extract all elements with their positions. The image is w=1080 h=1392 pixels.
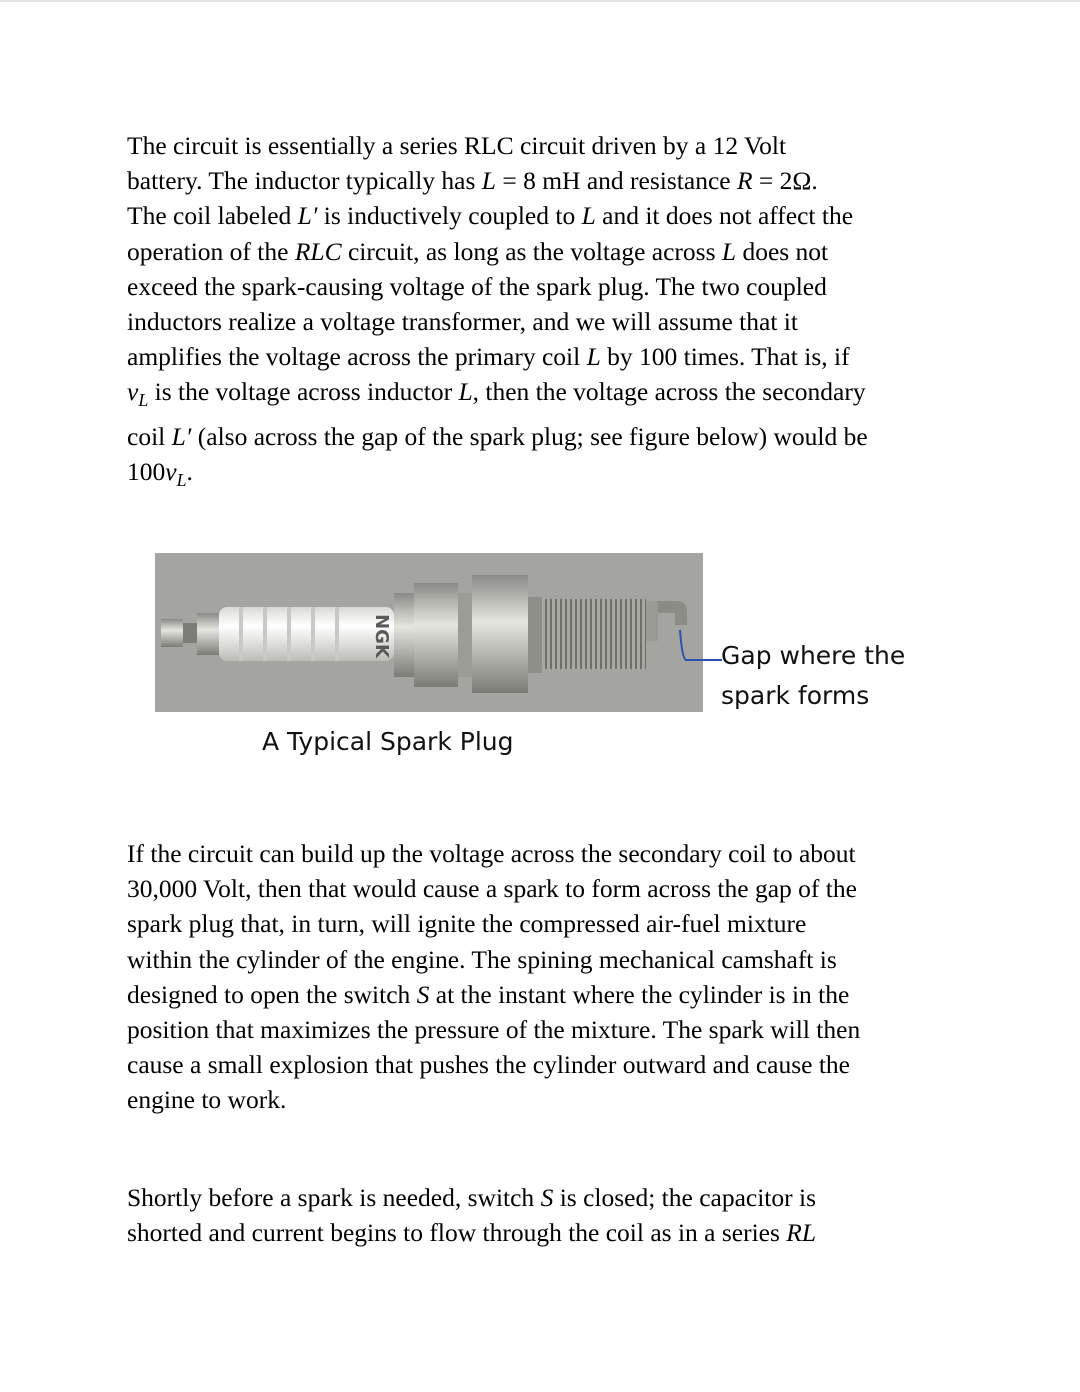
text-line: $100v_L$. [127, 456, 193, 491]
math-symbol: L [481, 166, 496, 196]
text-line: $v_L$ is the voltage across inductor L, then the voltage across the secondary [127, 377, 866, 411]
text-line: 30,000 Volt, then that would cause a spark to form across the gap of the [127, 874, 857, 904]
text-line: shorted and current begins to flow through the coil as in a series RL [127, 1218, 817, 1248]
figure-caption: A Typical Spark Plug [262, 727, 514, 756]
math-symbol: $v_L$ [165, 456, 187, 491]
text-line: Shortly before a spark is needed, switch S is closed; the capacitor is [127, 1183, 817, 1212]
math-symbol: L′ [171, 421, 192, 451]
math-symbol: R [736, 166, 753, 196]
gap-pointer-line [676, 628, 726, 668]
gap-annotation [721, 636, 905, 716]
math-symbol: RLC [294, 236, 342, 266]
text-line: exceed the spark-causing voltage of the spark plug. The two coupled [127, 271, 827, 301]
text-line: position that maximizes the pressure of the mixture. The spark will then [127, 1015, 861, 1045]
text-line: engine to work. [127, 1085, 287, 1115]
text-line: If the circuit can build up the voltage across the secondary coil to about [127, 839, 856, 868]
text-line: The coil labeled L′ is inductively coupled to L and it does not affect the [127, 201, 854, 231]
paragraph-switch-closed [127, 1180, 957, 1250]
page-top-border [0, 0, 1080, 2]
math-symbol: S [416, 979, 430, 1009]
text-line: The circuit is essentially a series RLC circuit driven by a 12 Volt [127, 131, 787, 160]
math-symbol: L [721, 236, 737, 266]
text-line: operation of the RLC circuit, as long as the voltage across L does not [127, 236, 829, 266]
gap-annotation-line1: Gap where the [721, 641, 906, 670]
spark-plug-image [155, 553, 703, 712]
gap-annotation-line2: spark forms [721, 681, 870, 710]
paragraph-spark-explanation [127, 836, 957, 1118]
text-line: within the cylinder of the engine. The spining mechanical camshaft is [127, 944, 837, 974]
math-symbol: L′ [297, 201, 318, 231]
math-symbol: L [458, 377, 473, 407]
math-symbol: L [586, 342, 601, 372]
math-symbol: S [540, 1183, 554, 1212]
brand-mark-text: NGK [371, 614, 392, 658]
paragraph-circuit-description [127, 128, 957, 498]
text-line: cause a small explosion that pushes the cylinder outward and cause the [127, 1050, 850, 1080]
text-line: designed to open the switch S at the instant where the cylinder is in the [127, 979, 850, 1009]
text-line: amplifies the voltage across the primary coil L by 100 times. That is, if [127, 342, 850, 372]
math-symbol: L [581, 201, 596, 231]
math-subscript: L [138, 390, 149, 411]
text-line: battery. The inductor typically has L = 8 mH and resistance R = 2Ω. [127, 166, 818, 196]
text-line: coil L′ (also across the gap of the spark plug; see figure below) would be [127, 421, 868, 451]
text-line: inductors realize a voltage transformer, and we will assume that it [127, 307, 798, 337]
math-subscript: L [176, 470, 187, 491]
math-symbol: $v_L$ [127, 377, 149, 411]
math-symbol: RL [786, 1218, 817, 1248]
text-line: spark plug that, in turn, will ignite the compressed air-fuel mixture [127, 909, 807, 939]
